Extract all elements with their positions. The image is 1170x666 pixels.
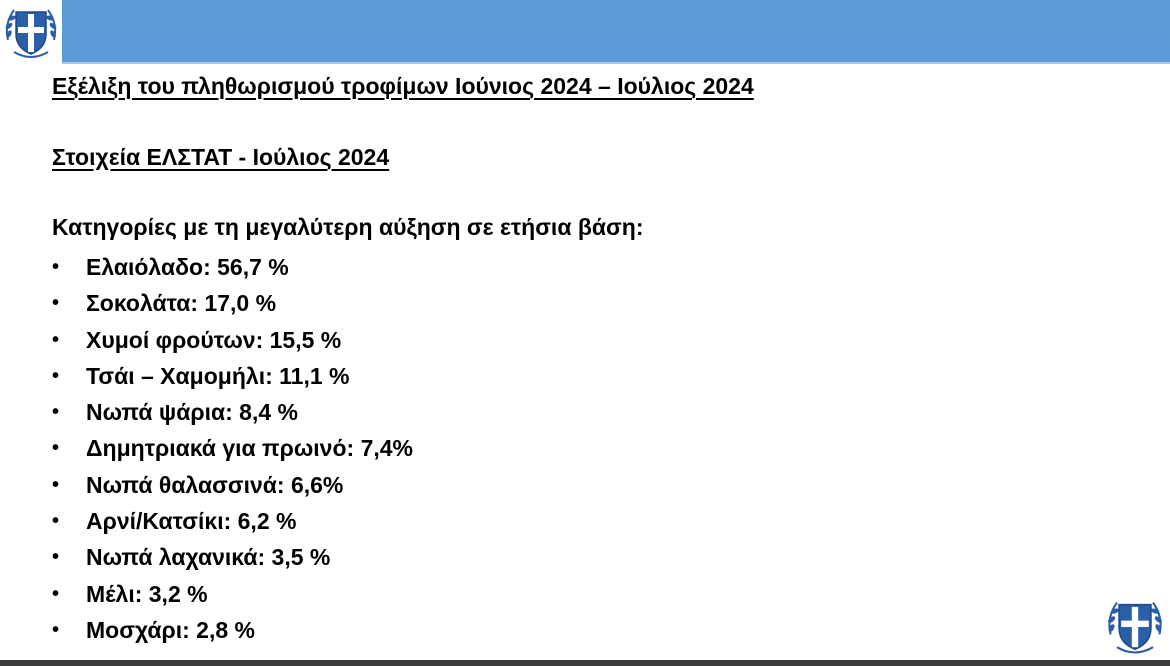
bullet-icon: •: [52, 437, 60, 460]
bullet-icon: •: [52, 546, 60, 569]
bullet-icon: •: [52, 473, 60, 496]
header-divider: [60, 62, 1170, 64]
bullet-icon: •: [52, 364, 60, 387]
header-band: [0, 0, 1170, 62]
bullet-icon: •: [52, 582, 60, 605]
list-intro: Κατηγορίες με τη μεγαλύτερη αύξηση σε ετήσια βάση:: [52, 214, 644, 240]
list-item-text: Νωπά ψάρια: 8,4 %: [86, 399, 298, 426]
bullet-icon: •: [52, 328, 60, 351]
list-item-text: Ελαιόλαδο: 56,7 %: [86, 254, 289, 280]
list-item-text: Μοσχάρι: 2,8 %: [86, 616, 255, 643]
list-item-text: Νωπά θαλασσινά: 6,6%: [86, 471, 344, 498]
list-item-text: Νωπά λαχανικά: 3,5 %: [86, 544, 331, 571]
list-item-text: Τσάι – Χαμομήλι: 11,1 %: [86, 362, 350, 389]
greek-coat-of-arms-icon: [1102, 592, 1168, 662]
bullet-icon: •: [52, 256, 60, 278]
list-item-text: Αρνί/Κατσίκι: 6,2 %: [86, 508, 297, 535]
list-item-text: Σοκολάτα: 17,0 %: [86, 290, 277, 317]
bullet-icon: •: [52, 510, 60, 533]
page-subtitle: Στοιχεία ΕΛΣΤΑΤ - Ιούλιος 2024: [52, 144, 390, 170]
list-item-text: Μέλι: 3,2 %: [86, 580, 208, 607]
bullet-icon: •: [52, 618, 60, 641]
greek-coat-of-arms-icon: [0, 0, 62, 66]
bullet-icon: •: [52, 401, 60, 424]
bullet-icon: •: [52, 292, 60, 315]
list-item-text: Χυμοί φρούτων: 15,5 %: [86, 326, 342, 353]
list-item-text: Δημητριακά για πρωινό: 7,4%: [86, 435, 413, 462]
page-title: Εξέλιξη του πληθωρισμού τροφίμων Ιούνιος 2024 – Ιούλιος 2024: [52, 73, 754, 99]
bottom-bar: [0, 660, 1170, 666]
